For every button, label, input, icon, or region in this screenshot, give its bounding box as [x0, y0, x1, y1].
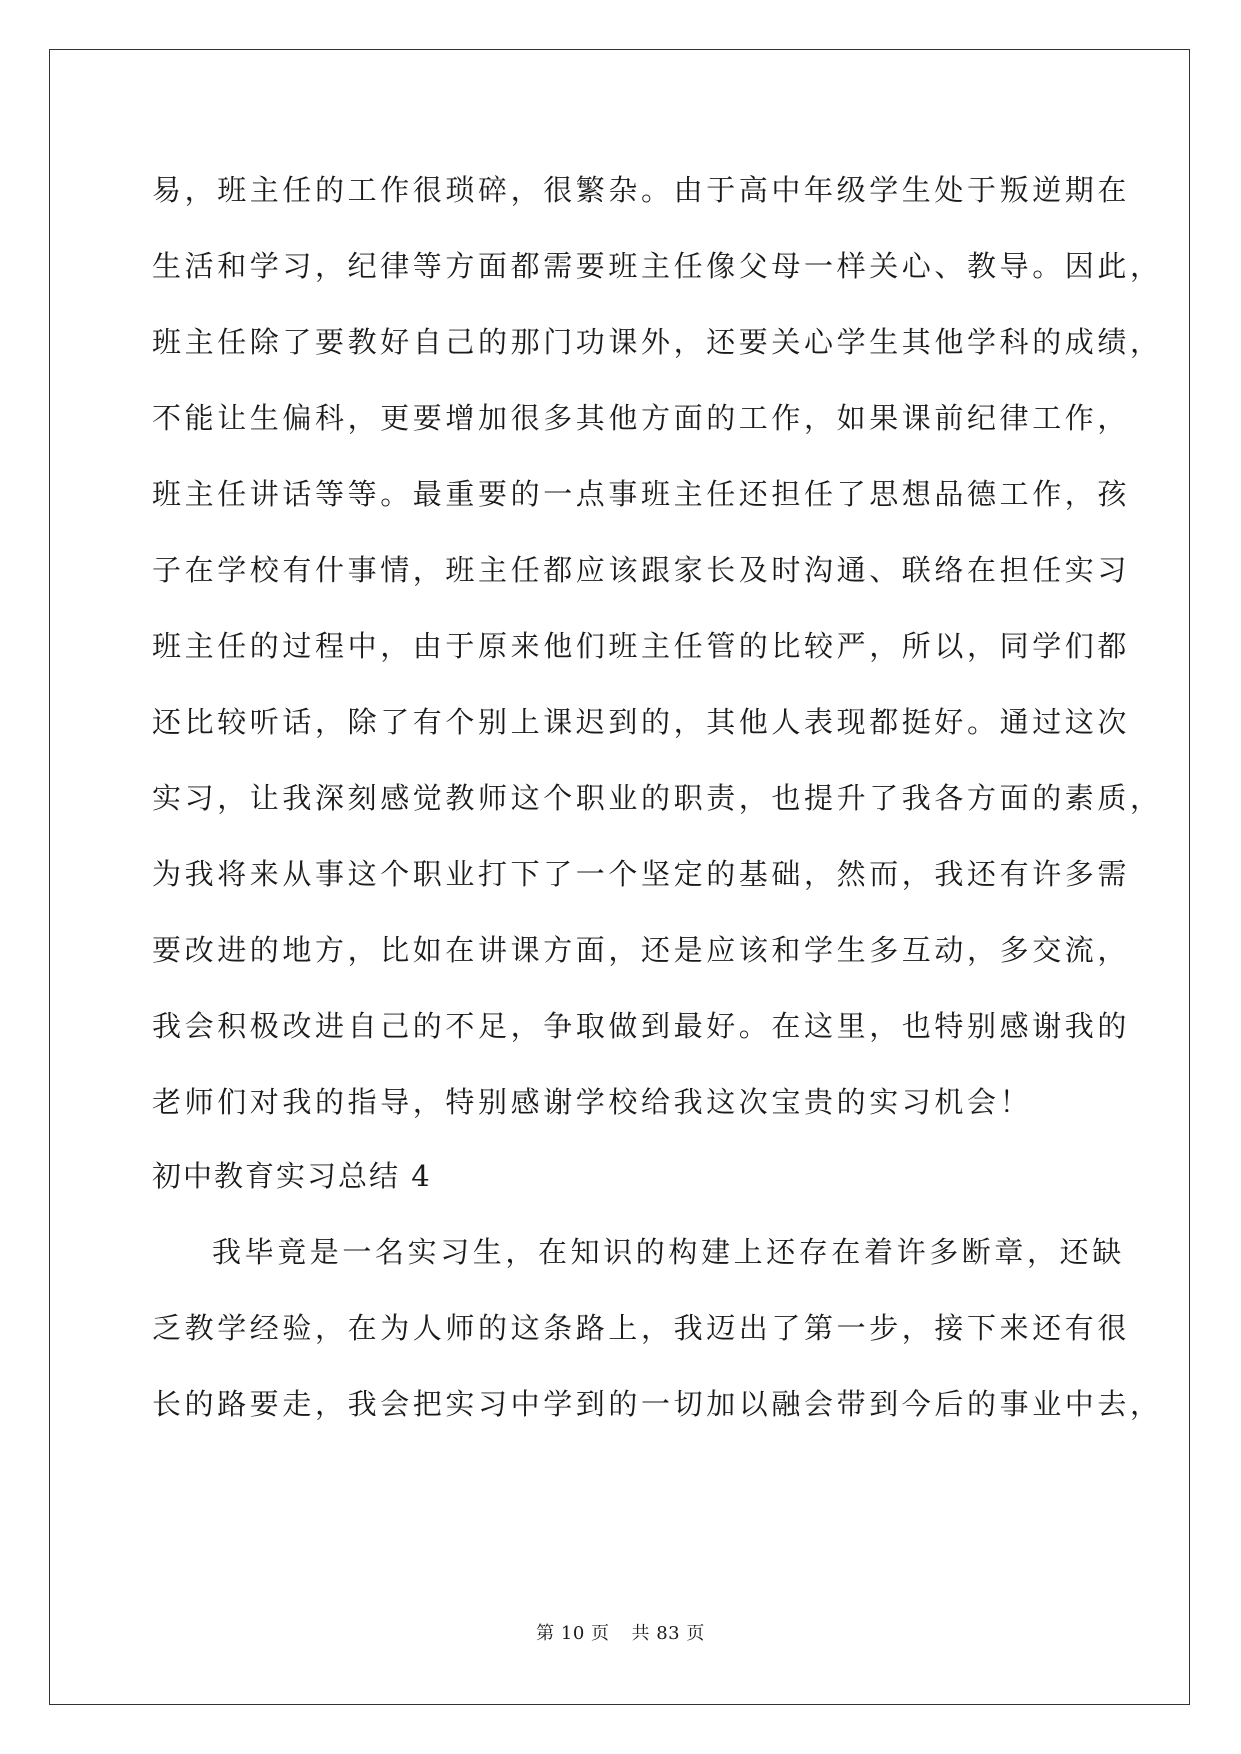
- text-line: 班主任讲话等等。最重要的一点事班主任还担任了思想品德工作，孩: [152, 477, 1131, 511]
- text-line: 我会积极改进自己的不足，争取做到最好。在这里，也特别感谢我的: [152, 1009, 1131, 1043]
- page-number: 第 10 页: [536, 1623, 610, 1644]
- text-line: 子在学校有什事情，班主任都应该跟家长及时沟通、联络在担任实习: [152, 553, 1131, 587]
- text-line: 乏教学经验，在为人师的这条路上，我迈出了第一步，接下来还有很: [152, 1311, 1131, 1345]
- text-line: 我毕竟是一名实习生，在知识的构建上还存在着许多断章，还缺: [212, 1235, 1125, 1269]
- text-line: 为我将来从事这个职业打下了一个坚定的基础，然而，我还有许多需: [152, 857, 1131, 891]
- text-line: 长的路要走，我会把实习中学到的一切加以融会带到今后的事业中去，: [152, 1387, 1163, 1421]
- text-line: 不能让生偏科，更要增加很多其他方面的工作，如果课前纪律工作，: [152, 401, 1131, 435]
- page-total: 共 83 页: [631, 1623, 705, 1644]
- text-line: 实习，让我深刻感觉教师这个职业的职责，也提升了我各方面的素质，: [152, 781, 1163, 815]
- text-line: 班主任的过程中，由于原来他们班主任管的比较严，所以，同学们都: [152, 629, 1131, 663]
- text-line: 班主任除了要教好自己的那门功课外，还要关心学生其他学科的成绩，: [152, 325, 1163, 359]
- text-line: 要改进的地方，比如在讲课方面，还是应该和学生多互动，多交流，: [152, 933, 1131, 967]
- text-line: 生活和学习，纪律等方面都需要班主任像父母一样关心、教导。因此，: [152, 249, 1163, 283]
- text-line: 老师们对我的指导，特别感谢学校给我这次宝贵的实习机会！: [152, 1085, 1033, 1119]
- text-line: 易，班主任的工作很琐碎，很繁杂。由于高中年级学生处于叛逆期在: [152, 173, 1131, 207]
- text-line: 还比较听话，除了有个别上课迟到的，其他人表现都挺好。通过这次: [152, 705, 1131, 739]
- section-heading: 初中教育实习总结 4: [152, 1159, 432, 1193]
- page-footer: [0, 1622, 1241, 1646]
